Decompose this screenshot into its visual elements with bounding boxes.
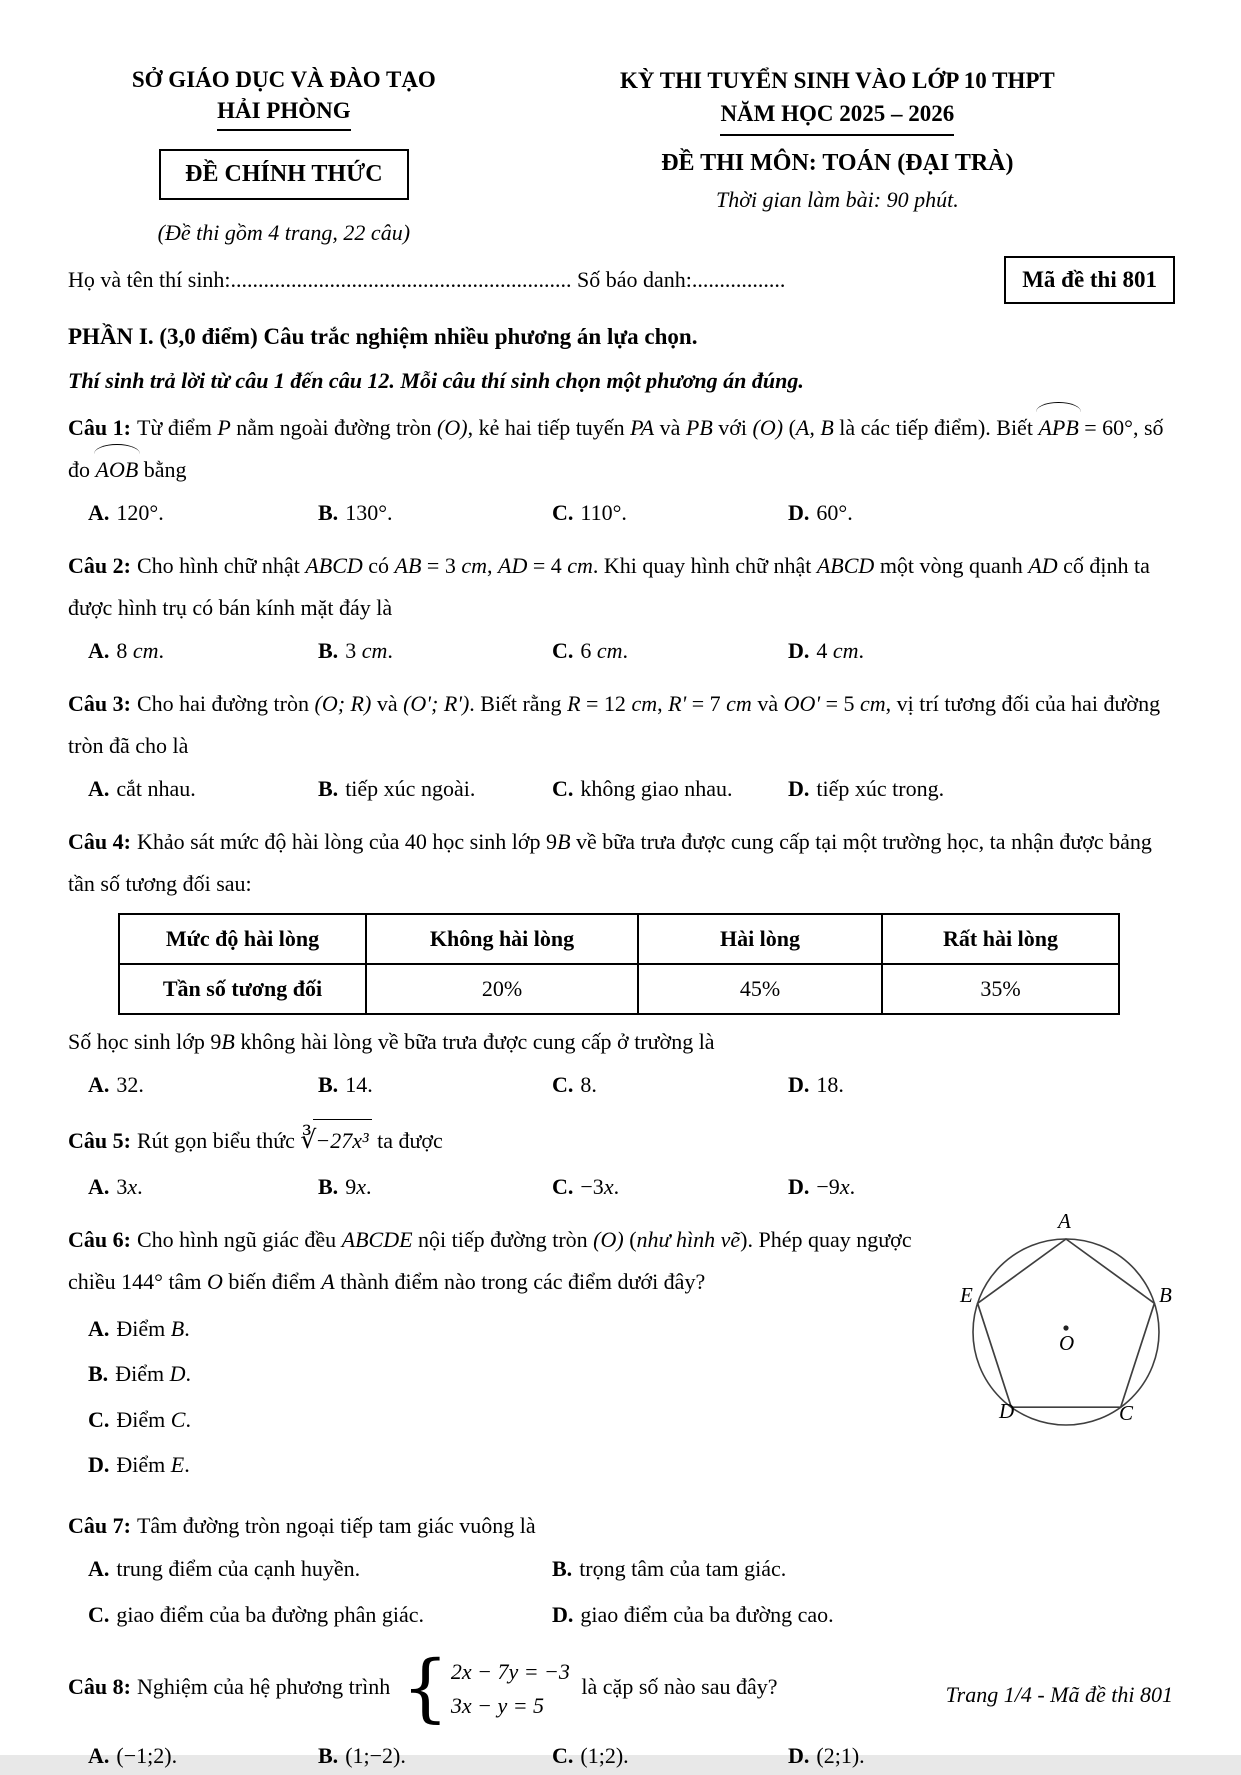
option-d: D. Điểm E. (88, 1452, 190, 1478)
option-a: A. 3x. (88, 1173, 143, 1199)
footer-page-info: Trang 1/4 - Mã đề thi 801 (945, 1682, 1173, 1707)
option-b: B. (1;−2). (318, 1742, 406, 1768)
table-header-row (119, 914, 1119, 964)
question-8 (68, 1645, 1175, 1775)
option-b: B. 14. (318, 1071, 373, 1097)
option-a: A. Điểm B. (88, 1315, 190, 1341)
option-d: D. −9x. (788, 1173, 856, 1199)
header-right (500, 64, 1175, 246)
exam-title: KỲ THI TUYỂN SINH VÀO LỚP 10 THPT (619, 68, 1055, 93)
question-5 (68, 1117, 1175, 1206)
question-number: Câu 1: (68, 415, 131, 441)
duration-note: Thời gian làm bài: 90 phút. (715, 186, 959, 212)
option-c: C. không giao nhau. (552, 775, 733, 801)
header-left (68, 64, 500, 246)
candidate-row (68, 256, 1175, 304)
table-header-cell: Hài lòng (638, 914, 882, 964)
option-c: C. giao điểm của ba đường phân giác. (88, 1602, 425, 1628)
question-body: Cho hình chữ nhật ABCD có AB = 3 cm, AD = 4 cm. Khi quay hình chữ nhật ABCD một vòng quanh AD cố định ta được hình trụ có bán kính mặt đáy là (68, 553, 1150, 620)
option-c: C. −3x. (552, 1173, 620, 1199)
candidate-name-label: Họ và tên thí sinh:.............................................................. (68, 267, 572, 293)
question-3 (68, 683, 1175, 808)
option-c: C. 6 cm. (552, 637, 629, 663)
question-8-options (68, 1737, 1175, 1775)
question-1-options (68, 494, 1175, 533)
table-header-cell: Rất hài lòng (882, 914, 1119, 964)
vertex-label-c: C (1119, 1401, 1134, 1426)
question-4 (68, 821, 1175, 1104)
vertex-label-a: A (1058, 1209, 1071, 1234)
vertex-label-e: E (960, 1283, 973, 1308)
question-body: Rút gọn biểu thức ∛−27x³ ta được (137, 1128, 443, 1153)
question-4-text (68, 821, 1175, 905)
satisfaction-table (118, 913, 1120, 1015)
center-label-o: O (1059, 1331, 1075, 1356)
question-2-options (68, 632, 1175, 671)
candidate-id-label: Số báo danh:................. (577, 267, 786, 293)
question-7-options (68, 1550, 1175, 1635)
option-c: C. (1;2). (552, 1742, 629, 1768)
table-header-cell: Mức độ hài lòng (119, 914, 366, 964)
option-d: D. tiếp xúc trong. (788, 775, 945, 801)
table-header-cell: Không hài lòng (366, 914, 638, 964)
department-name: SỞ GIÁO DỤC VÀ ĐÀO TẠO (131, 67, 436, 92)
option-b: B. 3 cm. (318, 637, 393, 663)
question-number: Câu 5: (68, 1128, 131, 1154)
question-6 (68, 1209, 1175, 1492)
question-5-text (68, 1117, 1175, 1165)
province-name: HẢI PHÒNG (68, 95, 500, 131)
option-d: D. giao điểm của ba đường cao. (552, 1602, 834, 1628)
question-7-text (68, 1505, 1175, 1547)
option-a: A. 120°. (88, 499, 164, 525)
question-body: Tâm đường tròn ngoại tiếp tam giác vuông là (136, 1512, 536, 1538)
question-body: Khảo sát mức độ hài lòng của 40 học sinh lớp 9B về bữa trưa được cung cấp tại một trường học, ta nhận được bảng tần số tương đối sau: (68, 829, 1152, 897)
vertex-label-d: D (999, 1399, 1015, 1424)
option-b: B. Điểm D. (88, 1361, 191, 1387)
table-cell: 45% (638, 964, 882, 1014)
option-b: B. trọng tâm của tam giác. (552, 1555, 787, 1581)
question-2 (68, 545, 1175, 670)
option-c: C. 8. (552, 1071, 597, 1097)
option-a: A. cắt nhau. (88, 775, 196, 801)
vertex-label-b: B (1159, 1283, 1172, 1308)
question-7 (68, 1505, 1175, 1635)
part1-instruction: Thí sinh trả lời từ câu 1 đến câu 12. Mỗi câu thí sinh chọn một phương án đúng. (68, 368, 804, 394)
question-number: Câu 8: (68, 1673, 131, 1699)
option-a: A. (−1;2). (88, 1742, 178, 1768)
option-a: A. 32. (88, 1071, 144, 1097)
question-number: Câu 4: (68, 829, 131, 855)
question-body: Cho hình ngũ giác đều ABCDE nội tiếp đường tròn (O) (như hình vẽ). Phép quay ngược chiều 144° tâm O biến điểm A thành điểm nào trong các điểm dưới đây? (68, 1227, 912, 1295)
pages-note: (Đề thi gồm 4 trang, 22 câu) (157, 220, 411, 246)
question-number: Câu 7: (68, 1512, 131, 1538)
header (68, 64, 1175, 246)
table-cell: 20% (366, 964, 638, 1014)
option-a: A. 8 cm. (88, 637, 165, 663)
option-b: B. 130°. (318, 499, 393, 525)
official-box-wrap (68, 131, 500, 212)
candidate-name-line (68, 267, 988, 293)
option-d: D. 18. (788, 1071, 844, 1097)
option-c: C. 110°. (552, 499, 627, 525)
question-number: Câu 3: (68, 691, 131, 717)
question-number: Câu 2: (68, 553, 131, 579)
option-c: C. Điểm C. (88, 1406, 191, 1432)
question-body: Cho hai đường tròn (O; R) và (O'; R'). Biết rằng R = 12 cm, R' = 7 cm và OO' = 5 cm, vị trí tương đối của hai đường tròn đã cho là (68, 691, 1161, 759)
question-3-text (68, 683, 1175, 767)
exam-code-box: Mã đề thi 801 (1004, 256, 1175, 304)
option-d: D. (2;1). (788, 1742, 865, 1768)
official-exam-box: ĐỀ CHÍNH THỨC (159, 149, 408, 200)
subject-title: ĐỀ THI MÔN: TOÁN (ĐẠI TRÀ) (661, 149, 1014, 176)
table-row-label: Tần số tương đối (119, 964, 366, 1014)
question-4-options (68, 1066, 1175, 1105)
option-b: B. tiếp xúc ngoài. (318, 775, 476, 801)
school-year: NĂM HỌC 2025 – 2026 (500, 97, 1175, 135)
question-2-text (68, 545, 1175, 629)
question-5-options (68, 1168, 1175, 1207)
pentagon-figure (959, 1209, 1175, 1443)
part1-title: PHẦN I. (3,0 điểm) Câu trắc nghiệm nhiều phương án lựa chọn. (68, 324, 698, 350)
table-row (119, 964, 1119, 1014)
option-a: A. trung điểm của cạnh huyền. (88, 1555, 361, 1581)
question-4-post-text: Số học sinh lớp 9B không hài lòng về bữa trưa được cung cấp ở trường là (68, 1028, 715, 1054)
question-body: Nghiệm của hệ phương trình { 2x − 7y = −3 3x − y = 5 là cặp số nào sau đây? (136, 1645, 778, 1732)
option-b: B. 9x. (318, 1173, 372, 1199)
question-1 (68, 407, 1175, 532)
question-1-text (68, 407, 1175, 491)
question-body: Từ điểm P nằm ngoài đường tròn (O), kẻ hai tiếp tuyến PA và PB với (O) (A, B là các tiếp điểm). Biết APB = 60°, số đo AOB bằng (68, 415, 1164, 482)
option-d: D. 4 cm. (788, 637, 865, 663)
table-cell: 35% (882, 964, 1119, 1014)
question-3-options (68, 770, 1175, 809)
question-number: Câu 6: (68, 1227, 131, 1253)
option-d: D. 60°. (788, 499, 853, 525)
